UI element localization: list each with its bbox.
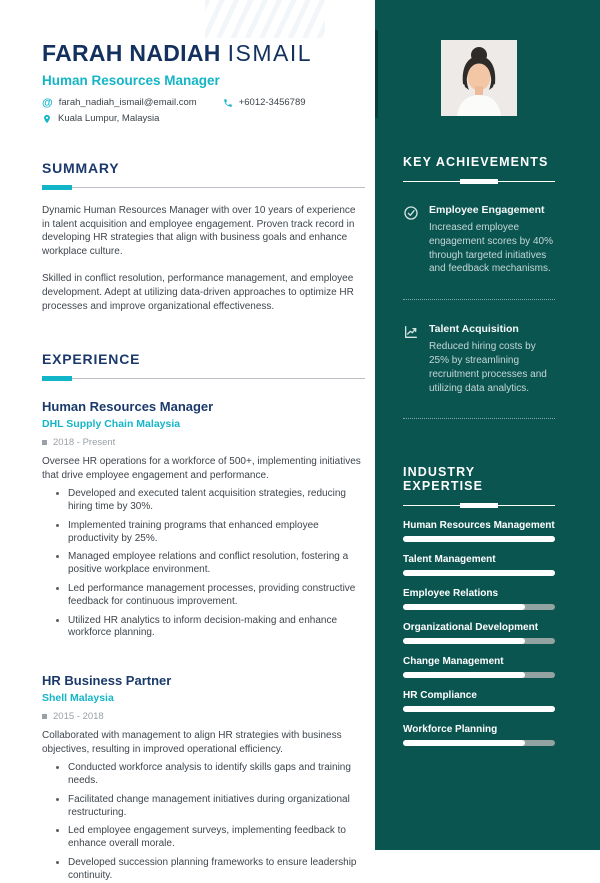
role-title: Human Resources Manager — [42, 73, 220, 88]
sidebar-divider — [403, 503, 555, 508]
skill-item — [403, 690, 555, 712]
location-item — [42, 113, 159, 124]
skill-bar-track — [403, 570, 555, 576]
location-text: Kuala Lumpur, Malaysia — [58, 113, 160, 124]
skill-bar-track — [403, 672, 555, 678]
achievement-text: Reduced hiring costs by 25% by streamlining recruitment processes and utilizing data analytics. — [429, 341, 547, 394]
email-text: farah_nadiah_ismail@email.com — [58, 97, 197, 108]
skill-item — [403, 520, 555, 542]
achievement-item — [403, 323, 555, 395]
job-bullet: • Led performance management processes, providing constructive feedback for continuous improvement. — [68, 582, 365, 609]
skill-bar-fill — [403, 604, 525, 610]
avatar — [441, 40, 517, 116]
contact-row-2 — [42, 113, 365, 124]
job-bullet: • Managed employee relations and conflict resolution, fostering a positive workplace environment. — [68, 550, 365, 577]
job-company: Shell Malaysia — [42, 692, 114, 705]
contact-row-1 — [42, 97, 365, 108]
achievements-heading: KEY ACHIEVEMENTS — [403, 155, 549, 169]
skill-label: Employee Relations — [403, 588, 499, 600]
achievement-title: Employee Engagement — [429, 204, 545, 216]
summary-paragraphs — [42, 204, 365, 313]
phone-item — [223, 97, 306, 108]
job-bullet: • Implemented training programs that enhanced employee productivity by 25%. — [68, 519, 365, 546]
job-bullet-list — [42, 761, 365, 882]
skill-bar-fill — [403, 740, 525, 746]
job-bullet: • Developed and executed talent acquisition strategies, reducing hiring time by 30%. — [68, 487, 365, 514]
contact-info — [42, 97, 365, 124]
sidebar-edge-accent — [375, 30, 378, 118]
phone-text: +6012-3456789 — [238, 97, 306, 108]
profile-photo — [441, 40, 517, 116]
section-divider — [42, 376, 365, 381]
skill-bar-track — [403, 638, 555, 644]
skill-bar-fill — [403, 672, 525, 678]
skill-bar-track — [403, 740, 555, 746]
skill-bar-fill — [403, 570, 555, 576]
trend-chart-icon — [403, 324, 419, 340]
skill-bar-track — [403, 604, 555, 610]
at-icon: @ — [42, 96, 53, 109]
job-title: Human Resources Manager — [42, 399, 214, 415]
job-entry-2 — [42, 673, 365, 882]
achievement-item — [403, 204, 555, 276]
job-bullet: • Facilitated change management initiatives during organizational restructuring. — [68, 793, 365, 820]
sidebar — [375, 0, 600, 850]
experience-section — [42, 351, 365, 882]
sidebar-divider — [403, 179, 555, 184]
job-dates-text: 2015 - 2018 — [53, 711, 104, 723]
job-bullet: • Led employee engagement surveys, implementing feedback to enhance overall morale. — [68, 824, 365, 851]
skill-item — [403, 588, 555, 610]
achievement-title: Talent Acquisition — [429, 323, 519, 336]
summary-paragraph: Dynamic Human Resources Manager with over 10 years of experience in talent acquisition and employee engagement. Proven track record in developing HR strategies that align with business goals and enhance workplace culture. — [42, 205, 356, 257]
job-entry-1 — [42, 399, 365, 640]
achievements-list — [403, 204, 555, 419]
skill-bar-track — [403, 536, 555, 542]
dotted-separator — [403, 299, 555, 300]
skill-label: Workforce Planning — [403, 724, 498, 736]
skill-label: Organizational Development — [403, 622, 539, 634]
skill-bar-track — [403, 706, 555, 712]
skill-item — [403, 724, 555, 746]
job-description: Collaborated with management to align HR strategies with business objectives, resulting in improved operational efficiency. — [42, 730, 342, 755]
summary-heading: SUMMARY — [42, 160, 120, 176]
skill-bar-fill — [403, 638, 525, 644]
target-check-icon — [403, 205, 419, 221]
last-name: ISMAIL — [227, 40, 313, 66]
skill-label: HR Compliance — [403, 690, 477, 702]
job-bullet-list — [42, 487, 365, 640]
skill-label: Change Management — [403, 656, 504, 668]
skill-label: Human Resources Management — [403, 520, 555, 532]
job-title: HR Business Partner — [42, 673, 172, 689]
job-dates — [42, 711, 365, 722]
job-description: Oversee HR operations for a workforce of 500+, implementing initiatives that drive employee engagement and performance. — [42, 456, 361, 481]
job-bullet: • Developed succession planning frameworks to ensure leadership continuity. — [68, 856, 365, 883]
summary-section — [42, 160, 365, 313]
experience-heading: EXPERIENCE — [42, 351, 141, 368]
date-square-icon — [42, 714, 47, 719]
dotted-separator — [403, 418, 555, 419]
achievement-text: Increased employee engagement scores by 40% through targeted initiatives and feedback mechanisms. — [429, 222, 553, 275]
phone-icon — [223, 98, 233, 108]
job-dates-text: 2018 - Present — [53, 437, 116, 449]
first-name: FARAH NADIAH — [42, 40, 221, 66]
section-divider — [42, 185, 365, 190]
date-square-icon — [42, 440, 47, 445]
person-name — [42, 40, 365, 66]
email-item — [42, 97, 197, 108]
skills-list — [403, 520, 555, 746]
job-bullet: • Conducted workforce analysis to identify skills gaps and training needs. — [68, 761, 365, 788]
job-bullet: • Utilized HR analytics to inform decision-making and enhance workforce planning. — [68, 614, 365, 641]
skill-bar-fill — [403, 706, 555, 712]
location-pin-icon — [42, 114, 52, 124]
job-dates — [42, 437, 365, 448]
skill-item — [403, 554, 555, 576]
skill-item — [403, 656, 555, 678]
skill-bar-fill — [403, 536, 555, 542]
skill-label: Talent Management — [403, 554, 496, 566]
summary-paragraph: Skilled in conflict resolution, performance management, and employee development. Adept at utilizing data-driven approaches to optimize HR processes and improve organizational effectiveness. — [42, 273, 354, 312]
skill-item — [403, 622, 555, 644]
job-company: DHL Supply Chain Malaysia — [42, 418, 181, 431]
expertise-heading: INDUSTRY EXPERTISE — [403, 465, 484, 494]
